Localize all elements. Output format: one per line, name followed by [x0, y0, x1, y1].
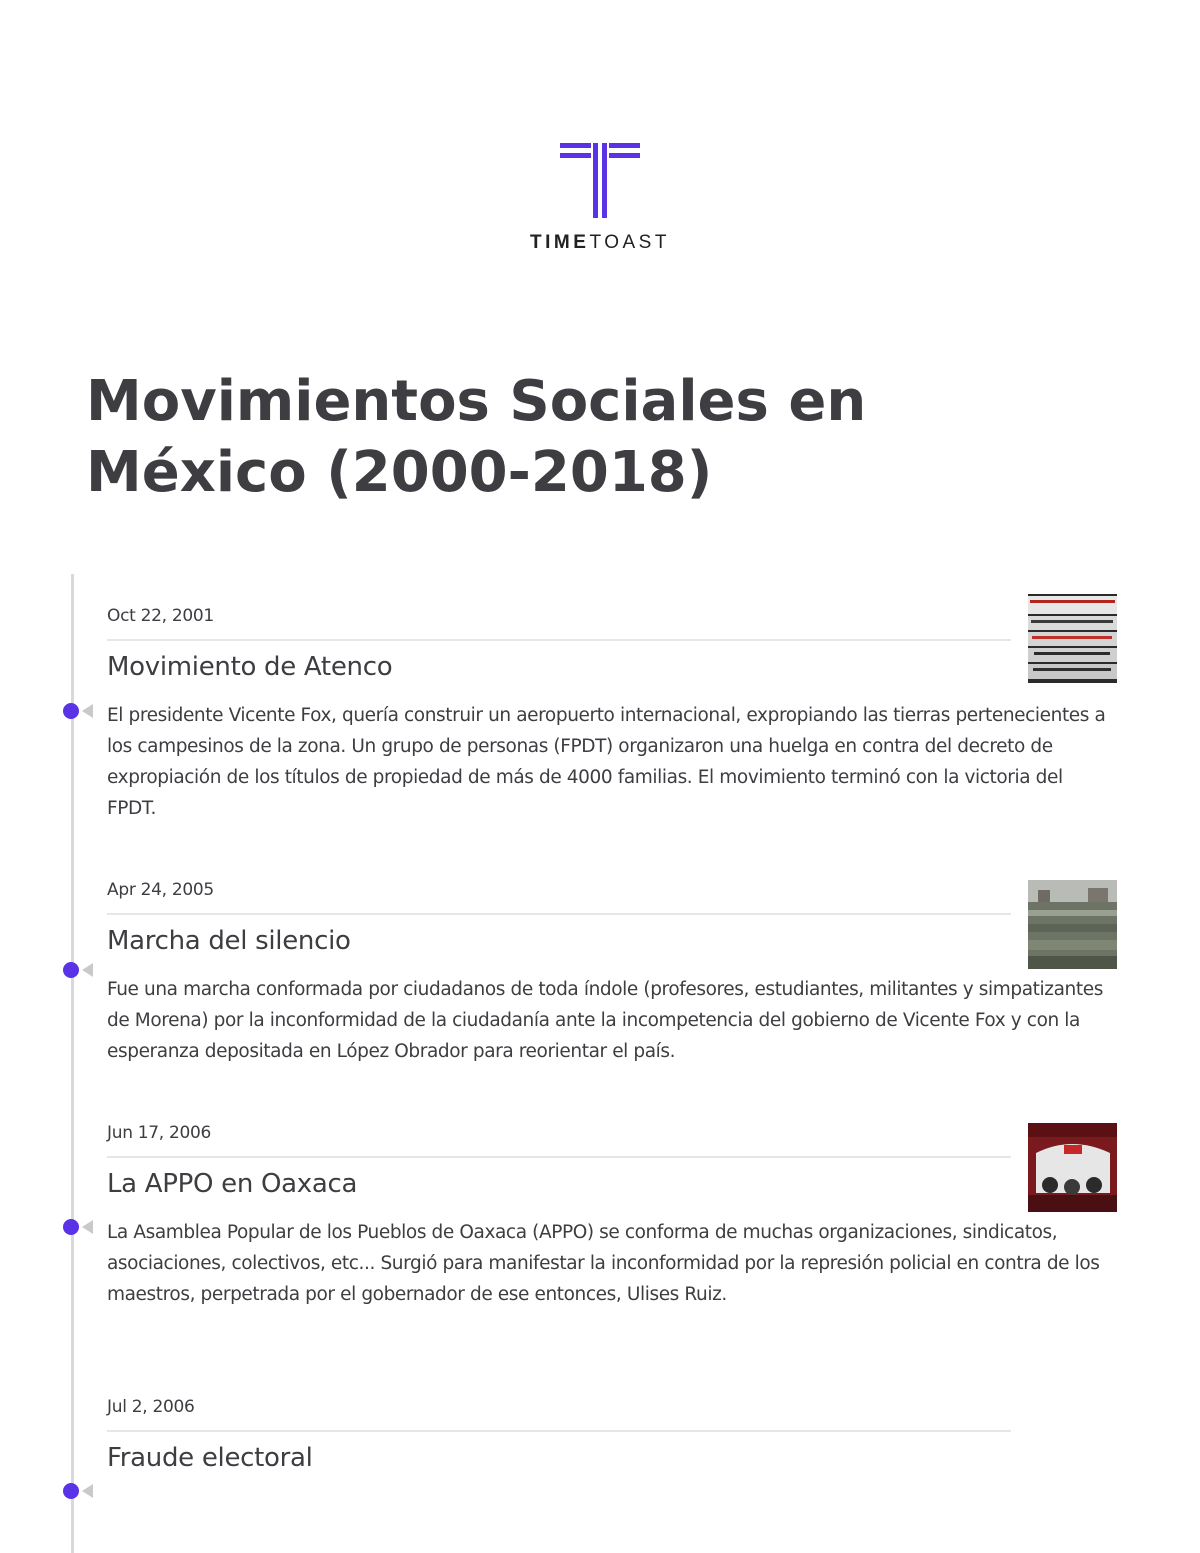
timeline-line	[71, 574, 74, 1553]
timeline-dot	[63, 1219, 79, 1235]
timeline-pointer	[82, 1220, 93, 1234]
event-date: Jul 2, 2006	[107, 1397, 195, 1417]
timeline-pointer	[82, 963, 93, 977]
event-divider	[107, 639, 1011, 641]
page-title: Movimientos Sociales en México (2000-2018)	[86, 369, 867, 505]
event-divider	[107, 913, 1011, 915]
event-date: Jun 17, 2006	[107, 1123, 212, 1143]
timeline-dot	[63, 962, 79, 978]
timetoast-t-icon	[560, 140, 640, 218]
event-description: Fue una marcha conformada por ciudadanos de toda índole (profesores, estudiantes, militantes y simpatizantes de Morena) por la inconformidad de la ciudadanía ante la incompetencia del gobierno de Vicente Fox y con la esperanza depositada en López Obrador para reorientar el país.	[107, 979, 1103, 1062]
event-description: El presidente Vicente Fox, quería construir un aeropuerto internacional, expropiando las tierras pertenecientes a los campesinos de la zona. Un grupo de personas (FPDT) organizaron una huelga en contra del decreto de expropiación de los títulos de propiedad de más de 4000 familias. El movimiento terminó con la victoria del FPDT.	[107, 705, 1106, 819]
timetoast-logo	[0, 140, 1200, 254]
event-title: La APPO en Oaxaca	[107, 1169, 358, 1199]
timeline-dot	[63, 703, 79, 719]
event-title: Fraude electoral	[107, 1443, 313, 1473]
event-divider	[107, 1430, 1011, 1432]
event-image[interactable]	[1028, 1123, 1117, 1212]
event-image[interactable]	[1028, 594, 1117, 683]
event-date: Oct 22, 2001	[107, 606, 214, 626]
event-title: Movimiento de Atenco	[107, 652, 393, 682]
event-divider	[107, 1156, 1011, 1158]
timeline-pointer	[82, 704, 93, 718]
event-description: La Asamblea Popular de los Pueblos de Oaxaca (APPO) se conforma de muchas organizaciones, sindicatos, asociaciones, colectivos, etc... Surgió para manifestar la inconformidad por la represión policial en contra de los maestros, perpetrada por el gobernador de ese entonces, Ulises Ruiz.	[107, 1222, 1100, 1305]
timeline-dot	[63, 1483, 79, 1499]
event-title: Marcha del silencio	[107, 926, 351, 956]
timetoast-wordmark: TIMETOAST	[530, 232, 670, 253]
timeline-pointer	[82, 1484, 93, 1498]
event-image[interactable]	[1028, 880, 1117, 969]
event-date: Apr 24, 2005	[107, 880, 214, 900]
